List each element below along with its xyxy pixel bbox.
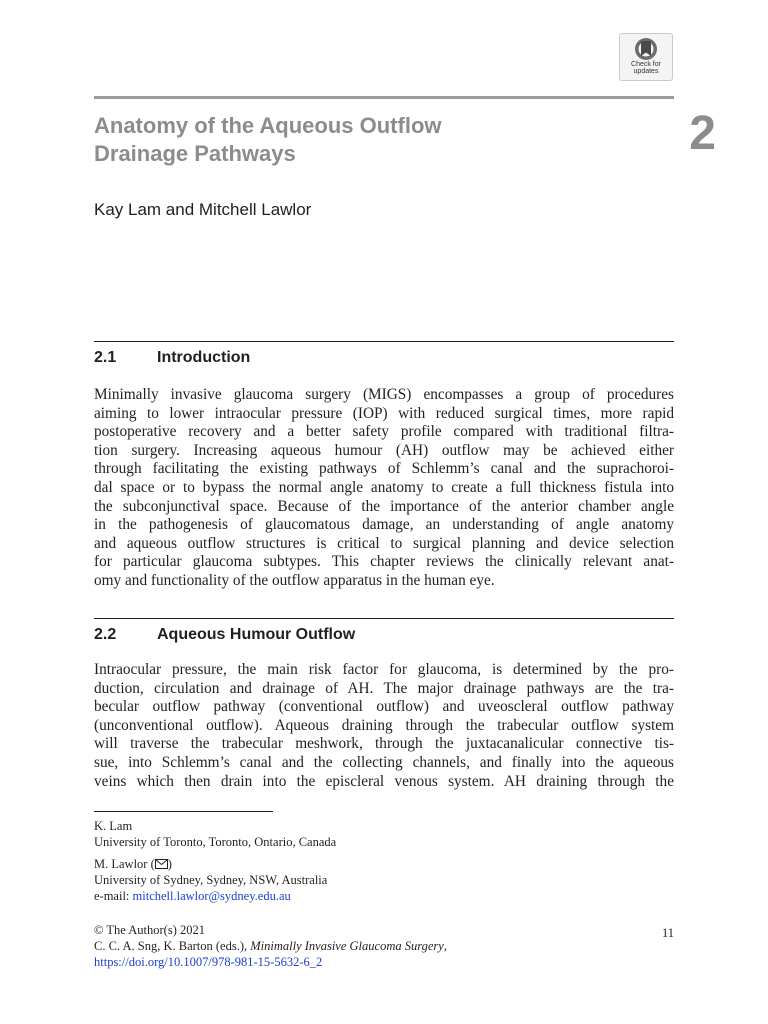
text-line: for particular glaucoma subtypes. This chapter reviews the clinically relevant anat- bbox=[94, 553, 674, 571]
check-for-updates-badge[interactable] bbox=[619, 33, 673, 81]
text-line: and aqueous outflow structures is critical to surgical planning and device selection bbox=[94, 534, 674, 552]
email-label: e-mail: bbox=[94, 889, 133, 903]
book-title: Minimally Invasive Glaucoma Surgery bbox=[250, 939, 444, 953]
envelope-icon[interactable] bbox=[155, 859, 168, 869]
section-body-introduction bbox=[94, 386, 674, 591]
text-line: sue, into Schlemm’s canal and the collecting channels, and finally into the aqueous bbox=[94, 753, 674, 771]
section-number: 2.2 bbox=[94, 626, 117, 643]
text-line: postoperative recovery and a better safety profile compared with traditional filtra- bbox=[94, 423, 674, 441]
badge-label-line2: updates bbox=[633, 68, 659, 75]
text-line: in the pathogenesis of glaucomatous damage, an understanding of angle anatomy bbox=[94, 516, 674, 534]
section-heading-introduction bbox=[94, 348, 250, 368]
text-line: Minimally invasive glaucoma surgery (MIGS) encompasses a group of procedures bbox=[94, 386, 674, 403]
text-line: duction, circulation and drainage of AH. The major drainage pathways are the tra- bbox=[94, 679, 674, 697]
chapter-title-line: Anatomy of the Aqueous Outflow bbox=[94, 113, 442, 138]
text-line: dal space or to bypass the normal angle anatomy to create a full thickness fistula into bbox=[94, 478, 674, 496]
citation bbox=[94, 938, 447, 954]
chapter-top-rule bbox=[94, 96, 674, 99]
section-rule bbox=[94, 618, 674, 619]
chapter-number: 2 bbox=[689, 107, 716, 160]
text-line: through facilitating the existing pathways of Schlemm’s canal and the suprachoroi- bbox=[94, 460, 674, 478]
citation-suffix: , bbox=[443, 939, 447, 953]
author-affiliation: University of Sydney, Sydney, NSW, Australia bbox=[94, 873, 328, 887]
chapter-title-line: Drainage Pathways bbox=[94, 141, 296, 166]
section-heading-aqueous-humour-outflow bbox=[94, 625, 355, 645]
copyright: © The Author(s) 2021 bbox=[94, 923, 205, 937]
text-line: will traverse the trabecular meshwork, through the juxtacanalicular connective tis- bbox=[94, 735, 674, 753]
footnote-rule bbox=[94, 811, 273, 812]
section-title: Introduction bbox=[157, 349, 251, 366]
text-line: tion surgery. Increasing aqueous humour (AH) outflow may be achieved either bbox=[94, 441, 674, 459]
text-line: Intraocular pressure, the main risk factor for glaucoma, is determined by the pro- bbox=[94, 661, 674, 678]
text-line: (unconventional outflow). Aqueous draining through the trabecular outflow system bbox=[94, 716, 674, 734]
text-line: omy and functionality of the outflow apparatus in the human eye. bbox=[94, 571, 495, 589]
chapter-authors: Kay Lam and Mitchell Lawlor bbox=[94, 200, 312, 219]
section-number: 2.1 bbox=[94, 349, 117, 366]
text-line: becular outflow pathway (conventional outflow) and uveoscleral outflow pathway bbox=[94, 698, 674, 716]
email-line bbox=[94, 888, 327, 904]
email-link[interactable]: mitchell.lawlor@sydney.edu.au bbox=[132, 889, 291, 903]
publication-info bbox=[94, 922, 447, 970]
section-body-aqueous-humour-outflow bbox=[94, 661, 674, 791]
citation-prefix: C. C. A. Sng, K. Barton (eds.), bbox=[94, 939, 251, 953]
author-affiliation: University of Toronto, Toronto, Ontario, Canada bbox=[94, 835, 337, 849]
author-name-line bbox=[94, 856, 327, 872]
page-number: 11 bbox=[661, 926, 674, 940]
author-name-close: ) bbox=[167, 857, 172, 871]
text-line: veins which then drain into the episcleral venous system. AH draining through the bbox=[94, 772, 674, 790]
author-name: M. Lawlor ( bbox=[94, 857, 155, 871]
author-name: K. Lam bbox=[94, 819, 133, 833]
footnote-author-lawlor bbox=[94, 856, 327, 904]
doi-link[interactable]: https://doi.org/10.1007/978-981-15-5632-6_2 bbox=[94, 955, 323, 969]
chapter-title bbox=[94, 112, 614, 168]
footnote-author-lam bbox=[94, 818, 336, 850]
bookmark-ribbon-icon bbox=[633, 37, 659, 61]
section-rule bbox=[94, 341, 674, 342]
text-line: aiming to lower intraocular pressure (IOP) with reduced surgical times, more rapid bbox=[94, 404, 674, 422]
badge-label-line1: Check for bbox=[631, 61, 661, 68]
section-title: Aqueous Humour Outflow bbox=[157, 626, 356, 643]
text-line: the subconjunctival space. Because of the importance of the anterior chamber angle bbox=[94, 497, 674, 515]
